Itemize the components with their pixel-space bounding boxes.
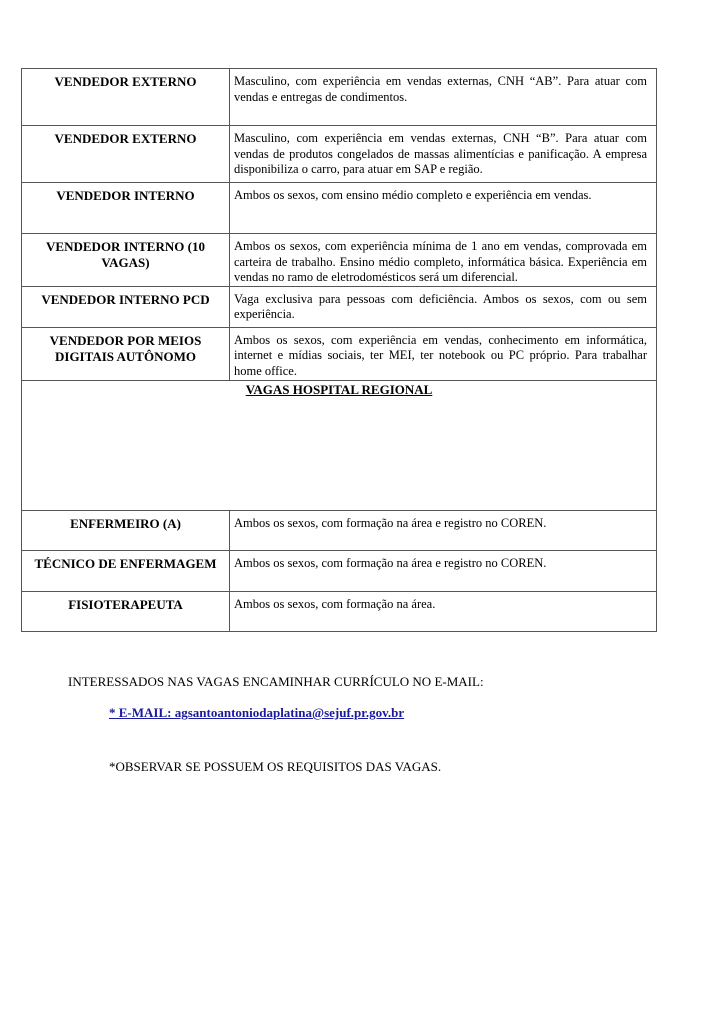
job-title: VENDEDOR EXTERNO xyxy=(22,69,230,126)
interested-text: INTERESSADOS NAS VAGAS ENCAMINHAR CURRÍCULO NO E-MAIL: xyxy=(68,674,484,689)
job-description: Vaga exclusiva para pessoas com deficiência. Ambos os sexos, com ou sem experiência. xyxy=(230,286,657,327)
job-title: FISIOTERAPEUTA xyxy=(22,591,230,631)
table-row xyxy=(22,327,657,380)
job-title: VENDEDOR INTERNO PCD xyxy=(22,286,230,327)
observe-note: *OBSERVAR SE POSSUEM OS REQUISITOS DAS VAGAS. xyxy=(109,759,442,774)
table-row xyxy=(22,591,657,631)
job-title: TÉCNICO DE ENFERMAGEM xyxy=(22,550,230,591)
job-description: Ambos os sexos, com formação na área e registro no COREN. xyxy=(230,550,657,591)
table-row xyxy=(22,183,657,234)
job-description: Ambos os sexos, com experiência mínima de 1 ano em vendas, comprovada em carteira de trabalho. Ensino médio completo, informática básica. Experiência em vendas no ramo de eletrodomésticos será um diferencial. xyxy=(230,234,657,287)
job-description: Masculino, com experiência em vendas externas, CNH “B”. Para atuar com vendas de produtos congelados de massas alimentícias e panificação. A empresa disponibiliza o carro, para atuar em SAP e região. xyxy=(230,126,657,183)
table-row xyxy=(22,510,657,550)
section-row xyxy=(22,380,657,510)
job-description: Masculino, com experiência em vendas externas, CNH “AB”. Para atuar com vendas e entregas de condimentos. xyxy=(230,69,657,126)
table-row xyxy=(22,126,657,183)
job-description: Ambos os sexos, com ensino médio completo e experiência em vendas. xyxy=(230,183,657,234)
job-title: ENFERMEIRO (A) xyxy=(22,510,230,550)
table-row xyxy=(22,550,657,591)
job-table xyxy=(21,68,657,632)
table-row xyxy=(22,234,657,287)
job-description: Ambos os sexos, com formação na área. xyxy=(230,591,657,631)
job-description: Ambos os sexos, com formação na área e registro no COREN. xyxy=(230,510,657,550)
table-row xyxy=(22,69,657,126)
section-cell xyxy=(22,380,657,510)
job-description: Ambos os sexos, com experiência em vendas, conhecimento em informática, internet e mídias sociais, ter MEI, ter notebook ou PC próprio. Para trabalhar home office. xyxy=(230,327,657,380)
job-title: VENDEDOR INTERNO xyxy=(22,183,230,234)
job-title: VENDEDOR EXTERNO xyxy=(22,126,230,183)
job-title: VENDEDOR INTERNO (10 VAGAS) xyxy=(22,234,230,287)
job-title: VENDEDOR POR MEIOS DIGITAIS AUTÔNOMO xyxy=(22,327,230,380)
email-link[interactable]: * E-MAIL: agsantoantoniodaplatina@sejuf.pr.gov.br xyxy=(109,705,405,720)
section-title: VAGAS HOSPITAL REGIONAL xyxy=(245,381,433,397)
table-row xyxy=(22,286,657,327)
